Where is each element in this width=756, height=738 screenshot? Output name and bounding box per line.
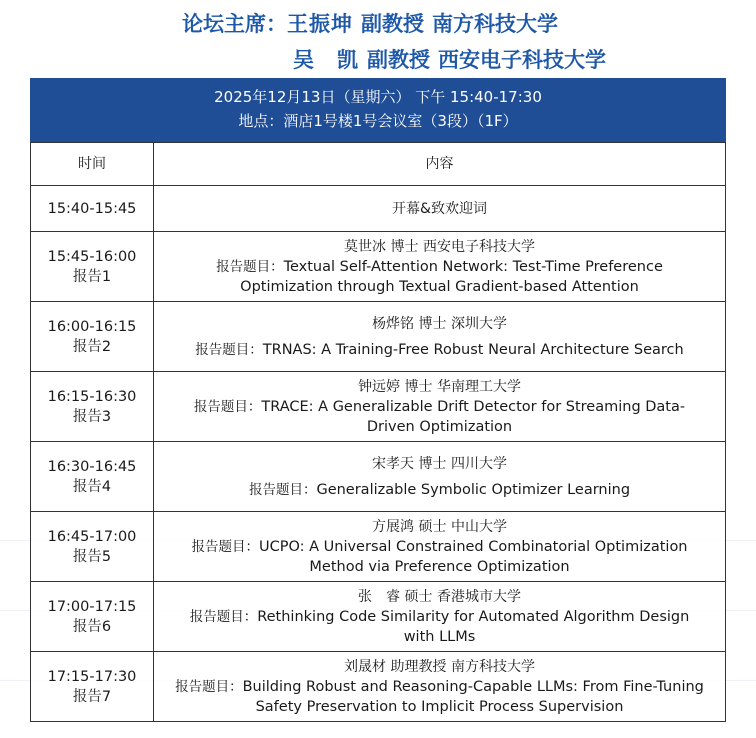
speaker-info: 莫世冰 博士 西安电子科技大学 — [344, 238, 535, 255]
content-cell — [154, 302, 726, 372]
column-header-time: 时间 — [31, 143, 154, 186]
content-cell: 开幕&致欢迎词 — [154, 186, 726, 232]
table-row — [31, 302, 726, 372]
talk-label: 报告7 — [72, 688, 112, 705]
talk-title: Building Robust and Reasoning-Capable LLMs: From Fine-Tuning Safety Preservation to Implicit Process Supervision — [242, 678, 704, 715]
content-cell — [154, 232, 726, 302]
time-cell — [31, 512, 154, 582]
talk-title: Textual Self-Attention Network: Test-Time Preference Optimization through Textual Gradient-based Attention — [240, 258, 663, 295]
talk-title: Rethinking Code Similarity for Automated Algorithm Design with LLMs — [257, 608, 690, 645]
time-cell — [31, 442, 154, 512]
content-cell — [154, 442, 726, 512]
session-date-time: 2025年12月13日（星期六） 下午 15:40-17:30 — [214, 88, 542, 106]
session-banner — [30, 78, 726, 142]
talk-label: 报告5 — [72, 548, 112, 565]
time-cell — [31, 652, 154, 722]
schedule-table — [30, 142, 726, 722]
speaker-info: 宋孝天 博士 四川大学 — [372, 455, 507, 472]
session-venue: 地点：酒店1号楼1号会议室（3段）（1F） — [238, 112, 518, 130]
talk-title-prefix: 报告题目： — [191, 538, 259, 555]
content-cell — [154, 372, 726, 442]
table-row — [31, 652, 726, 722]
speaker-info: 钟远婷 博士 华南理工大学 — [358, 378, 521, 395]
time-cell — [31, 302, 154, 372]
forum-chair-label: 论坛主席： — [182, 12, 287, 36]
speaker-info: 张 睿 硕士 香港城市大学 — [358, 588, 521, 605]
chair-name: 吴 凯 — [293, 48, 359, 72]
chair-title: 副教授 — [367, 48, 430, 72]
time-cell — [31, 582, 154, 652]
talk-label: 报告2 — [72, 338, 112, 355]
content-cell — [154, 652, 726, 722]
chair-org: 南方科技大学 — [432, 12, 558, 36]
talk-label: 报告4 — [72, 478, 112, 495]
chair-org: 西安电子科技大学 — [438, 48, 606, 72]
table-row — [31, 582, 726, 652]
talk-title-prefix: 报告题目： — [248, 481, 317, 498]
speaker-info: 方展鸿 硕士 中山大学 — [372, 518, 507, 535]
speaker-info: 刘晟材 助理教授 南方科技大学 — [344, 658, 535, 675]
talk-title: TRNAS: A Training-Free Robust Neural Architecture Search — [262, 341, 684, 358]
talk-label: 报告6 — [72, 618, 112, 635]
time-range: 16:00-16:15 — [47, 318, 137, 335]
content-cell — [154, 512, 726, 582]
talk-title-prefix: 报告题目： — [195, 341, 263, 358]
time-range: 16:45-17:00 — [47, 528, 137, 545]
table-row — [31, 442, 726, 512]
talk-title-prefix: 报告题目： — [193, 398, 262, 415]
time-cell: 15:40-15:45 — [31, 186, 154, 232]
time-cell — [31, 372, 154, 442]
time-range: 17:15-17:30 — [47, 668, 137, 685]
table-row — [31, 512, 726, 582]
talk-title-prefix: 报告题目： — [175, 678, 243, 695]
time-range: 15:45-16:00 — [47, 248, 137, 265]
talk-title-prefix: 报告题目： — [216, 258, 284, 275]
talk-title: UCPO: A Universal Constrained Combinatorial Optimization Method via Preference Optimization — [258, 538, 688, 575]
chair-title: 副教授 — [361, 12, 424, 36]
chair-name: 王振坤 — [287, 12, 353, 36]
time-cell — [31, 232, 154, 302]
speaker-info: 杨烨铭 博士 深圳大学 — [372, 315, 507, 332]
forum-chair-line-2 — [293, 44, 606, 74]
table-header-row — [31, 143, 726, 186]
time-range: 16:30-16:45 — [47, 458, 137, 475]
talk-title: TRACE: A Generalizable Drift Detector for Streaming Data-Driven Optimization — [261, 398, 686, 435]
time-range: 17:00-17:15 — [47, 598, 137, 615]
time-range: 16:15-16:30 — [47, 388, 137, 405]
column-header-content: 内容 — [154, 143, 726, 186]
forum-chair-line-1 — [182, 8, 558, 38]
talk-title-prefix: 报告题目： — [189, 608, 258, 625]
talk-title: Generalizable Symbolic Optimizer Learning — [316, 481, 631, 498]
talk-label: 报告1 — [72, 268, 112, 285]
table-row — [31, 232, 726, 302]
talk-label: 报告3 — [72, 408, 112, 425]
table-row — [31, 372, 726, 442]
content-cell — [154, 582, 726, 652]
table-row — [31, 186, 726, 232]
